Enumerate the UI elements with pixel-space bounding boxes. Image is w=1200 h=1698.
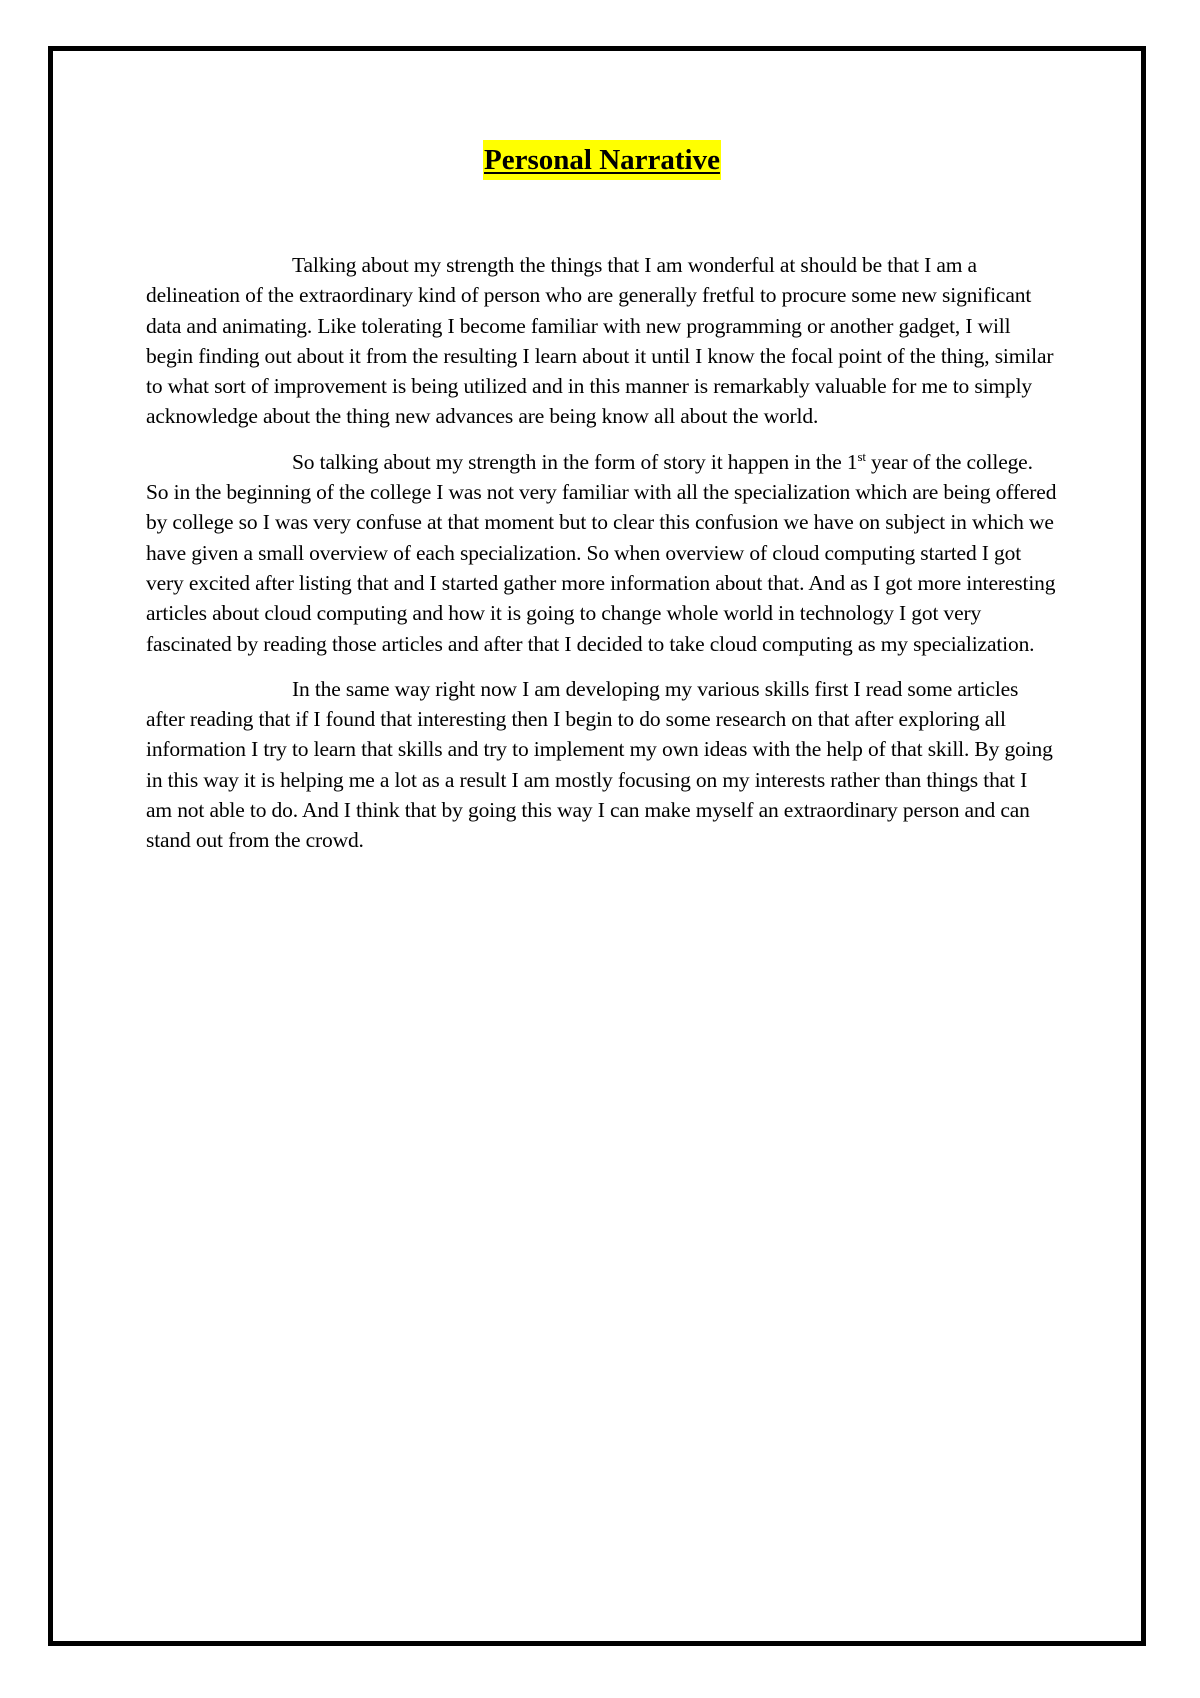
- paragraph-2-text-before: So talking about my strength in the form of story it happen in the 1: [292, 449, 858, 474]
- title-container: [146, 140, 1058, 180]
- paragraph-2-text-after: year of the college. So in the beginning of the college I was not very familiar with all the specialization which are being offered by college so I was very confuse at that moment but to clear this confusion we have on subject in which we have given a small overview of each specialization. So when overview of cloud computing started I got very excited after listing that and I started gather more information about that. And as I got more interesting articles about cloud computing and how it is going to change whole world in technology I got very fascinated by reading those articles and after that I decided to take cloud computing as my specialization.: [146, 449, 1057, 656]
- document-body: [146, 140, 1058, 871]
- document-title: Personal Narrative: [483, 140, 721, 180]
- paragraph-1: Talking about my strength the things that I am wonderful at should be that I am a delineation of the extraordinary kind of person who are generally fretful to procure some new significant data and animating. Like tolerating I become familiar with new programming or another gadget, I will begin finding out about it from the resulting I learn about it until I know the focal point of the thing, similar to what sort of improvement is being utilized and in this manner is remarkably valuable for me to simply acknowledge about the thing new advances are being know all about the world.: [146, 253, 1054, 429]
- paragraph-3: In the same way right now I am developing my various skills first I read some articles after reading that if I found that interesting then I begin to do some research on that after exploring all information I try to learn that skills and try to implement my own ideas with the help of that skill. By going in this way it is helping me a lot as a result I am mostly focusing on my interests rather than things that I am not able to do. And I think that by going this way I can make myself an extraordinary person and can stand out from the crowd.: [146, 676, 1053, 853]
- paragraph-2-superscript: st: [857, 448, 866, 464]
- paragraph-2: [146, 447, 1058, 659]
